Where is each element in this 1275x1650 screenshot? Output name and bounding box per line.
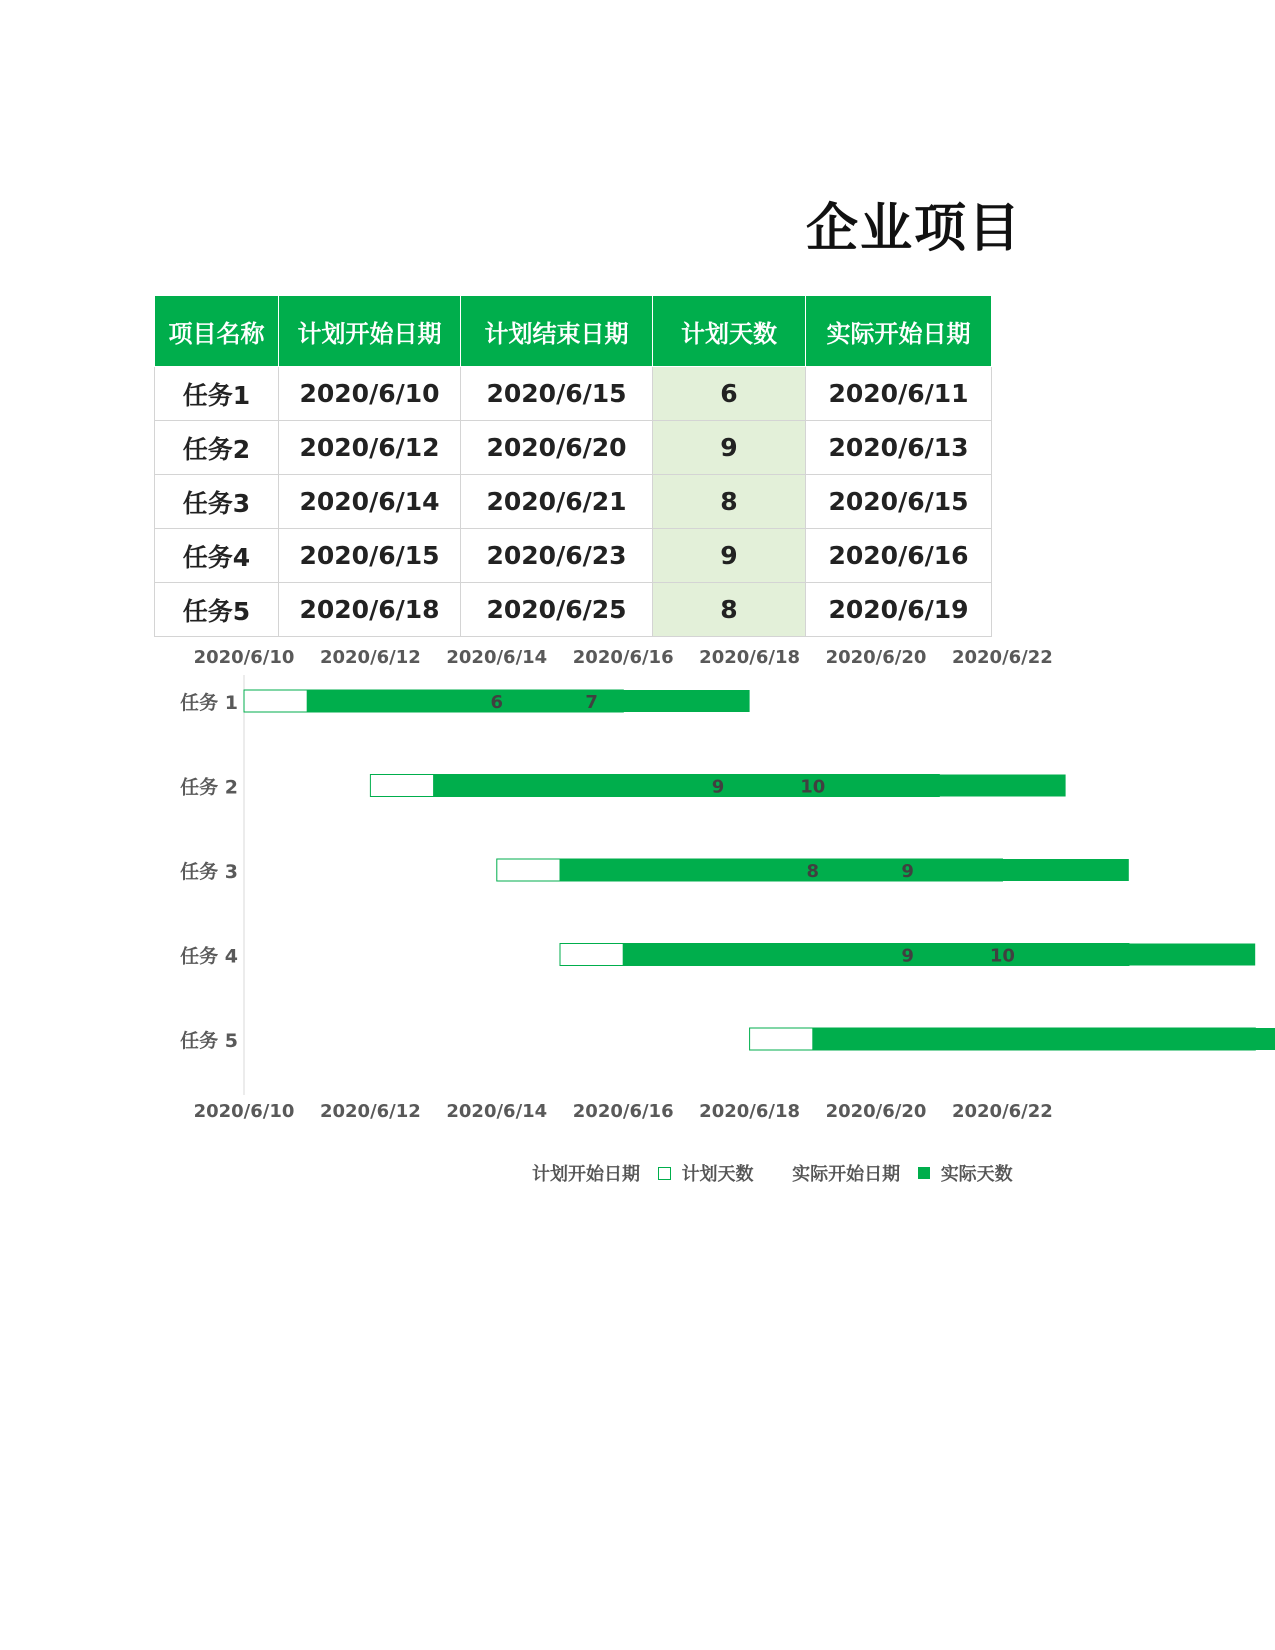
- plan-days-data-label: 6: [490, 692, 504, 713]
- cell-plan-end: 2020/6/20: [461, 421, 653, 475]
- chart-legend: [532, 1160, 1013, 1186]
- x-tick-label-bottom: 2020/6/10: [193, 1101, 295, 1122]
- x-tick-label-top: 2020/6/20: [825, 647, 927, 668]
- y-category-label: 任务 5: [180, 1030, 238, 1052]
- header-plan-days: 计划天数: [653, 296, 806, 367]
- table-header-row: [155, 296, 992, 367]
- y-category-label: 任务 4: [180, 945, 238, 968]
- actual-days-data-label: 9: [901, 861, 914, 882]
- cell-plan-days: 6: [653, 367, 806, 421]
- cell-task-name: 任务4: [155, 529, 279, 583]
- cell-task-name: 任务1: [155, 367, 279, 421]
- y-category-label: 任务 3: [180, 861, 238, 883]
- legend-plan-days-swatch: [658, 1167, 671, 1180]
- cell-task-name: 任务5: [155, 583, 279, 637]
- cell-task-name: 任务3: [155, 475, 279, 529]
- header-task-name: 项目名称: [155, 296, 279, 367]
- cell-plan-days: 9: [653, 421, 806, 475]
- actual-days-bar: [623, 944, 1255, 966]
- y-category-label: 任务 2: [180, 776, 238, 799]
- cell-plan-days: 9: [653, 529, 806, 583]
- actual-days-bar: [434, 775, 1066, 797]
- cell-plan-start: 2020/6/14: [279, 475, 461, 529]
- cell-actual-start: 2020/6/16: [806, 529, 992, 583]
- table-row: [155, 475, 992, 529]
- cell-plan-start: 2020/6/15: [279, 529, 461, 583]
- legend-actual-start-label: 实际开始日期: [792, 1164, 901, 1185]
- cell-plan-end: 2020/6/21: [461, 475, 653, 529]
- y-category-label: 任务 1: [180, 692, 238, 714]
- x-tick-label-bottom: 2020/6/18: [699, 1101, 801, 1122]
- table-row: [155, 583, 992, 637]
- x-tick-label-top: 2020/6/16: [572, 647, 674, 668]
- legend-plan-days-label: 计划天数: [681, 1164, 754, 1185]
- actual-days-data-label: 10: [989, 945, 1015, 967]
- cell-actual-start: 2020/6/13: [806, 421, 992, 475]
- actual-days-data-label: 7: [585, 692, 598, 713]
- actual-days-bar: [307, 690, 749, 712]
- table-row: [155, 421, 992, 475]
- x-tick-label-top: 2020/6/10: [193, 647, 295, 668]
- cell-task-name: 任务2: [155, 421, 279, 475]
- header-actual-start: 实际开始日期: [806, 296, 992, 367]
- legend-actual-days-label: 实际天数: [940, 1164, 1013, 1185]
- legend-plan-start-label: 计划开始日期: [532, 1164, 640, 1185]
- actual-days-bar: [813, 1028, 1275, 1050]
- plan-days-data-label: 9: [711, 776, 725, 798]
- plan-days-data-label: 8: [806, 861, 820, 882]
- cell-plan-start: 2020/6/18: [279, 583, 461, 637]
- cell-plan-start: 2020/6/10: [279, 367, 461, 421]
- x-tick-label-top: 2020/6/18: [699, 647, 801, 668]
- cell-actual-start: 2020/6/19: [806, 583, 992, 637]
- table-row: [155, 367, 992, 421]
- x-tick-label-bottom: 2020/6/20: [825, 1101, 927, 1122]
- cell-plan-end: 2020/6/23: [461, 529, 653, 583]
- x-tick-label-top: 2020/6/22: [951, 647, 1053, 668]
- actual-days-data-label: 10: [800, 776, 826, 798]
- x-tick-label-bottom: 2020/6/14: [446, 1101, 548, 1122]
- cell-plan-end: 2020/6/15: [461, 367, 653, 421]
- gantt-chart: [0, 640, 1053, 1160]
- x-tick-label-top: 2020/6/12: [319, 647, 421, 668]
- header-plan-start: 计划开始日期: [279, 296, 461, 367]
- legend-actual-days-swatch: [918, 1167, 930, 1179]
- cell-actual-start: 2020/6/15: [806, 475, 992, 529]
- schedule-table: [154, 295, 992, 637]
- x-tick-label-bottom: 2020/6/16: [572, 1101, 674, 1122]
- actual-days-bar: [560, 859, 1129, 881]
- header-plan-end: 计划结束日期: [461, 296, 653, 367]
- cell-plan-end: 2020/6/25: [461, 583, 653, 637]
- page-title: 企业项目: [806, 198, 1023, 259]
- cell-actual-start: 2020/6/11: [806, 367, 992, 421]
- cell-plan-start: 2020/6/12: [279, 421, 461, 475]
- x-tick-label-bottom: 2020/6/22: [951, 1101, 1053, 1122]
- table-row: [155, 529, 992, 583]
- x-tick-label-top: 2020/6/14: [446, 647, 548, 668]
- x-tick-label-bottom: 2020/6/12: [319, 1101, 421, 1122]
- cell-plan-days: 8: [653, 583, 806, 637]
- cell-plan-days: 8: [653, 475, 806, 529]
- plan-days-data-label: 9: [901, 945, 914, 967]
